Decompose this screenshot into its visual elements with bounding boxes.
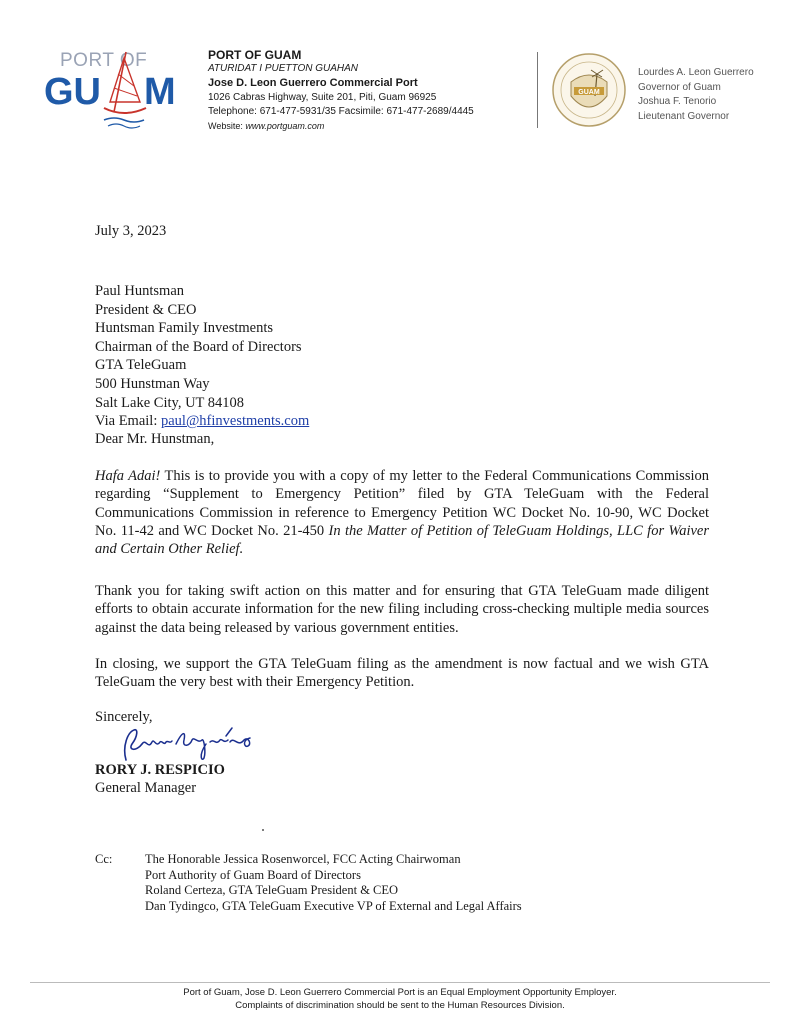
footer-line-1: Port of Guam, Jose D. Leon Guerrero Commercial Port is an Equal Employment Opportunity Employer. xyxy=(183,987,617,998)
signer-title: General Manager xyxy=(95,780,197,796)
handwritten-signature xyxy=(116,722,276,766)
cc-item: Roland Certeza, GTA TeleGuam President & CEO xyxy=(145,883,399,897)
paragraph-1 xyxy=(95,467,709,558)
logo-m-text: M xyxy=(144,71,176,113)
signer-name: RORY J. RESPICIO xyxy=(95,762,225,778)
paragraph-2: Thank you for taking swift action on this matter and for ensuring that GTA TeleGuam made diligent efforts to obtain accurate information for the new filing including cross-checking multiple media sources against the data being released by various government entities. xyxy=(95,583,709,636)
website-link[interactable]: www.portguam.com xyxy=(245,121,325,131)
cc-item: The Honorable Jessica Rosenworcel, FCC Acting Chairwoman xyxy=(145,852,461,866)
footer xyxy=(0,986,800,1012)
org-phone-fax: Telephone: 671-477-5931/35 Facsimile: 671-477-2689/4445 xyxy=(208,106,474,117)
port-logo-graphic xyxy=(44,46,184,136)
footer-line-2: Complaints of discrimination should be sent to the Human Resources Division. xyxy=(235,1000,565,1011)
port-name: Jose D. Leon Guerrero Commercial Port xyxy=(208,77,418,89)
port-of-guam-logo xyxy=(44,46,184,136)
recipient-company: Huntsman Family Investments xyxy=(95,320,274,337)
guam-seal-graphic xyxy=(551,52,627,128)
recipient-title: President & CEO xyxy=(95,301,197,318)
logo-gu-text: GU xyxy=(44,71,101,113)
matter-title: In the Matter of Petition of TeleGuam Holdings, LLC for Waiver and Certain Other Relief. xyxy=(95,522,710,558)
recipient-org: GTA TeleGuam xyxy=(95,357,187,374)
website-label: Website: xyxy=(208,121,243,131)
recipient-email-link[interactable]: paul@hfinvestments.com xyxy=(160,413,310,430)
letterhead-divider xyxy=(537,52,538,128)
org-name: PORT OF GUAM xyxy=(208,48,302,62)
org-tagline: ATURIDAT I PUETTON GUAHAN xyxy=(208,63,359,74)
recipient-city: Salt Lake City, UT 84108 xyxy=(95,394,245,411)
governor-name: Lourdes A. Leon Guerrero xyxy=(638,67,754,78)
cc-list xyxy=(145,852,522,914)
email-label: Via Email: xyxy=(95,413,161,430)
guam-seal xyxy=(551,52,627,128)
logo-port-of-text: PORT OF xyxy=(60,50,148,71)
org-address: 1026 Cabras Highway, Suite 201, Piti, Guam 96925 xyxy=(208,92,437,103)
recipient-street: 500 Hunstman Way xyxy=(95,375,210,392)
paragraph-3: In closing, we support the GTA TeleGuam filing as the amendment is now factual and we wish GTA TeleGuam the very best with their Emergency Petition. xyxy=(95,656,709,691)
letterhead-org-block xyxy=(208,48,474,133)
cc-label: Cc: xyxy=(95,852,113,866)
cc-item: Port Authority of Guam Board of Directors xyxy=(145,867,361,882)
cc-item: Dan Tydingco, GTA TeleGuam Executive VP of External and Legal Affairs xyxy=(145,898,522,913)
closing: Sincerely, xyxy=(95,709,153,725)
org-website xyxy=(208,119,474,133)
footer-divider xyxy=(30,982,770,983)
recipient-name: Paul Huntsman xyxy=(95,283,185,299)
signature-graphic xyxy=(116,722,276,766)
lt-governor-name: Joshua F. Tenorio xyxy=(638,96,717,107)
paragraph-1-text: This is to provide you with a copy of my letter to the Federal Communications Commission regarding “Supplement to Emergency Petition” filed by GTA TeleGuam with the Federal Communications Commission in reference to Emergency Petition WC Docket No. 10-90, WC Docket No. 11-42 and WC Docket No. 21-450 xyxy=(95,468,709,539)
recipient-address xyxy=(95,282,309,431)
salutation: Dear Mr. Hunstman, xyxy=(95,431,215,447)
governor-title: Governor of Guam xyxy=(638,81,721,93)
lt-governor-title: Lieutenant Governor xyxy=(638,110,730,122)
seal-guam-text: GUAM xyxy=(578,89,600,96)
recipient-role: Chairman of the Board of Directors xyxy=(95,338,302,355)
scan-speck xyxy=(262,829,264,831)
letter-date: July 3, 2023 xyxy=(95,223,167,239)
recipient-email-line xyxy=(95,412,309,431)
hafa-adai-greeting: Hafa Adai! xyxy=(95,468,161,484)
officials-block xyxy=(638,66,754,124)
